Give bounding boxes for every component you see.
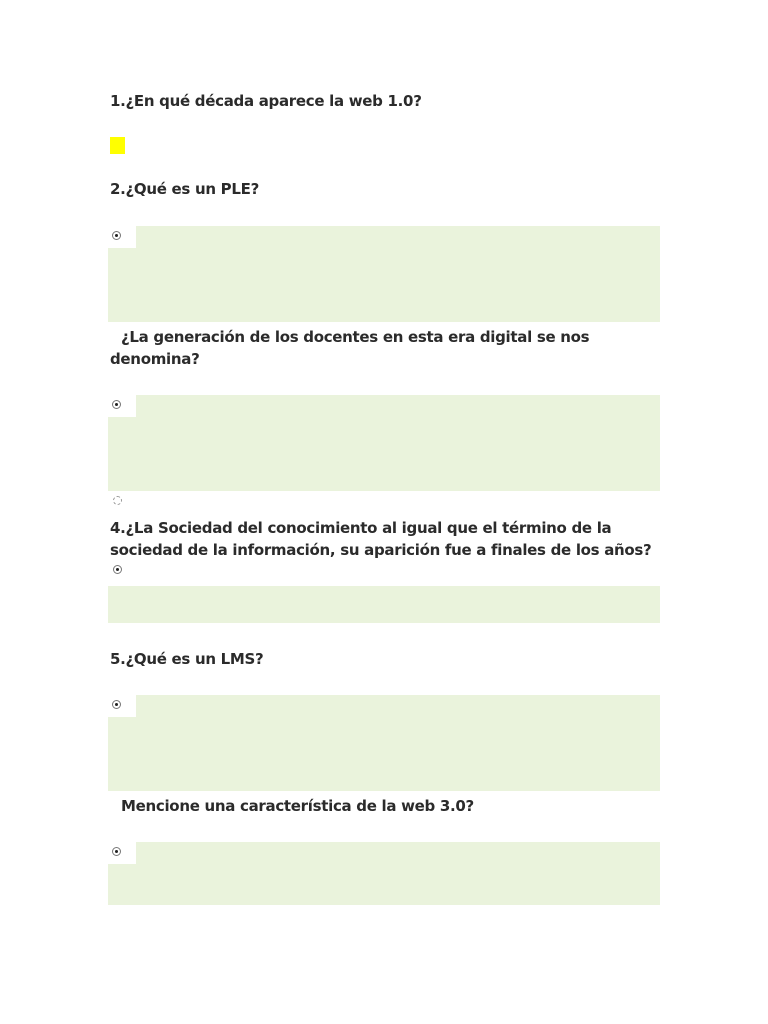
answer-6-box[interactable]	[108, 842, 660, 905]
answer-3-radio[interactable]	[112, 400, 121, 409]
answer-5-option-cell	[108, 695, 136, 717]
question-6-text: Mencione una característica de la web 3.0?	[121, 797, 474, 815]
question-2-text: 2.¿Qué es un PLE?	[110, 180, 259, 198]
answer-4-box[interactable]	[108, 586, 660, 623]
answer-2-radio[interactable]	[112, 231, 121, 240]
question-4-text: 4.¿La Sociedad del conocimiento al igual que el término de la sociedad de la información, su aparición fue a finales de los años?	[110, 519, 652, 559]
answer-2-box[interactable]	[108, 226, 660, 322]
answer-4-radio[interactable]	[113, 565, 122, 574]
answer-2-option-cell	[108, 226, 136, 248]
loading-radio[interactable]	[113, 496, 122, 505]
answer-6-option-cell	[108, 842, 136, 864]
answer-3-box[interactable]	[108, 395, 660, 491]
answer-5-radio[interactable]	[112, 700, 121, 709]
question-1-text: 1.¿En qué década aparece la web 1.0?	[110, 92, 422, 110]
answer-3-option-cell	[108, 395, 136, 417]
answer-1-highlight[interactable]	[110, 137, 125, 154]
question-3-text: ¿La generación de los docentes en esta era digital se nos denomina?	[110, 328, 590, 368]
answer-5-box[interactable]	[108, 695, 660, 791]
answer-6-radio[interactable]	[112, 847, 121, 856]
question-5-text: 5.¿Qué es un LMS?	[110, 650, 264, 668]
